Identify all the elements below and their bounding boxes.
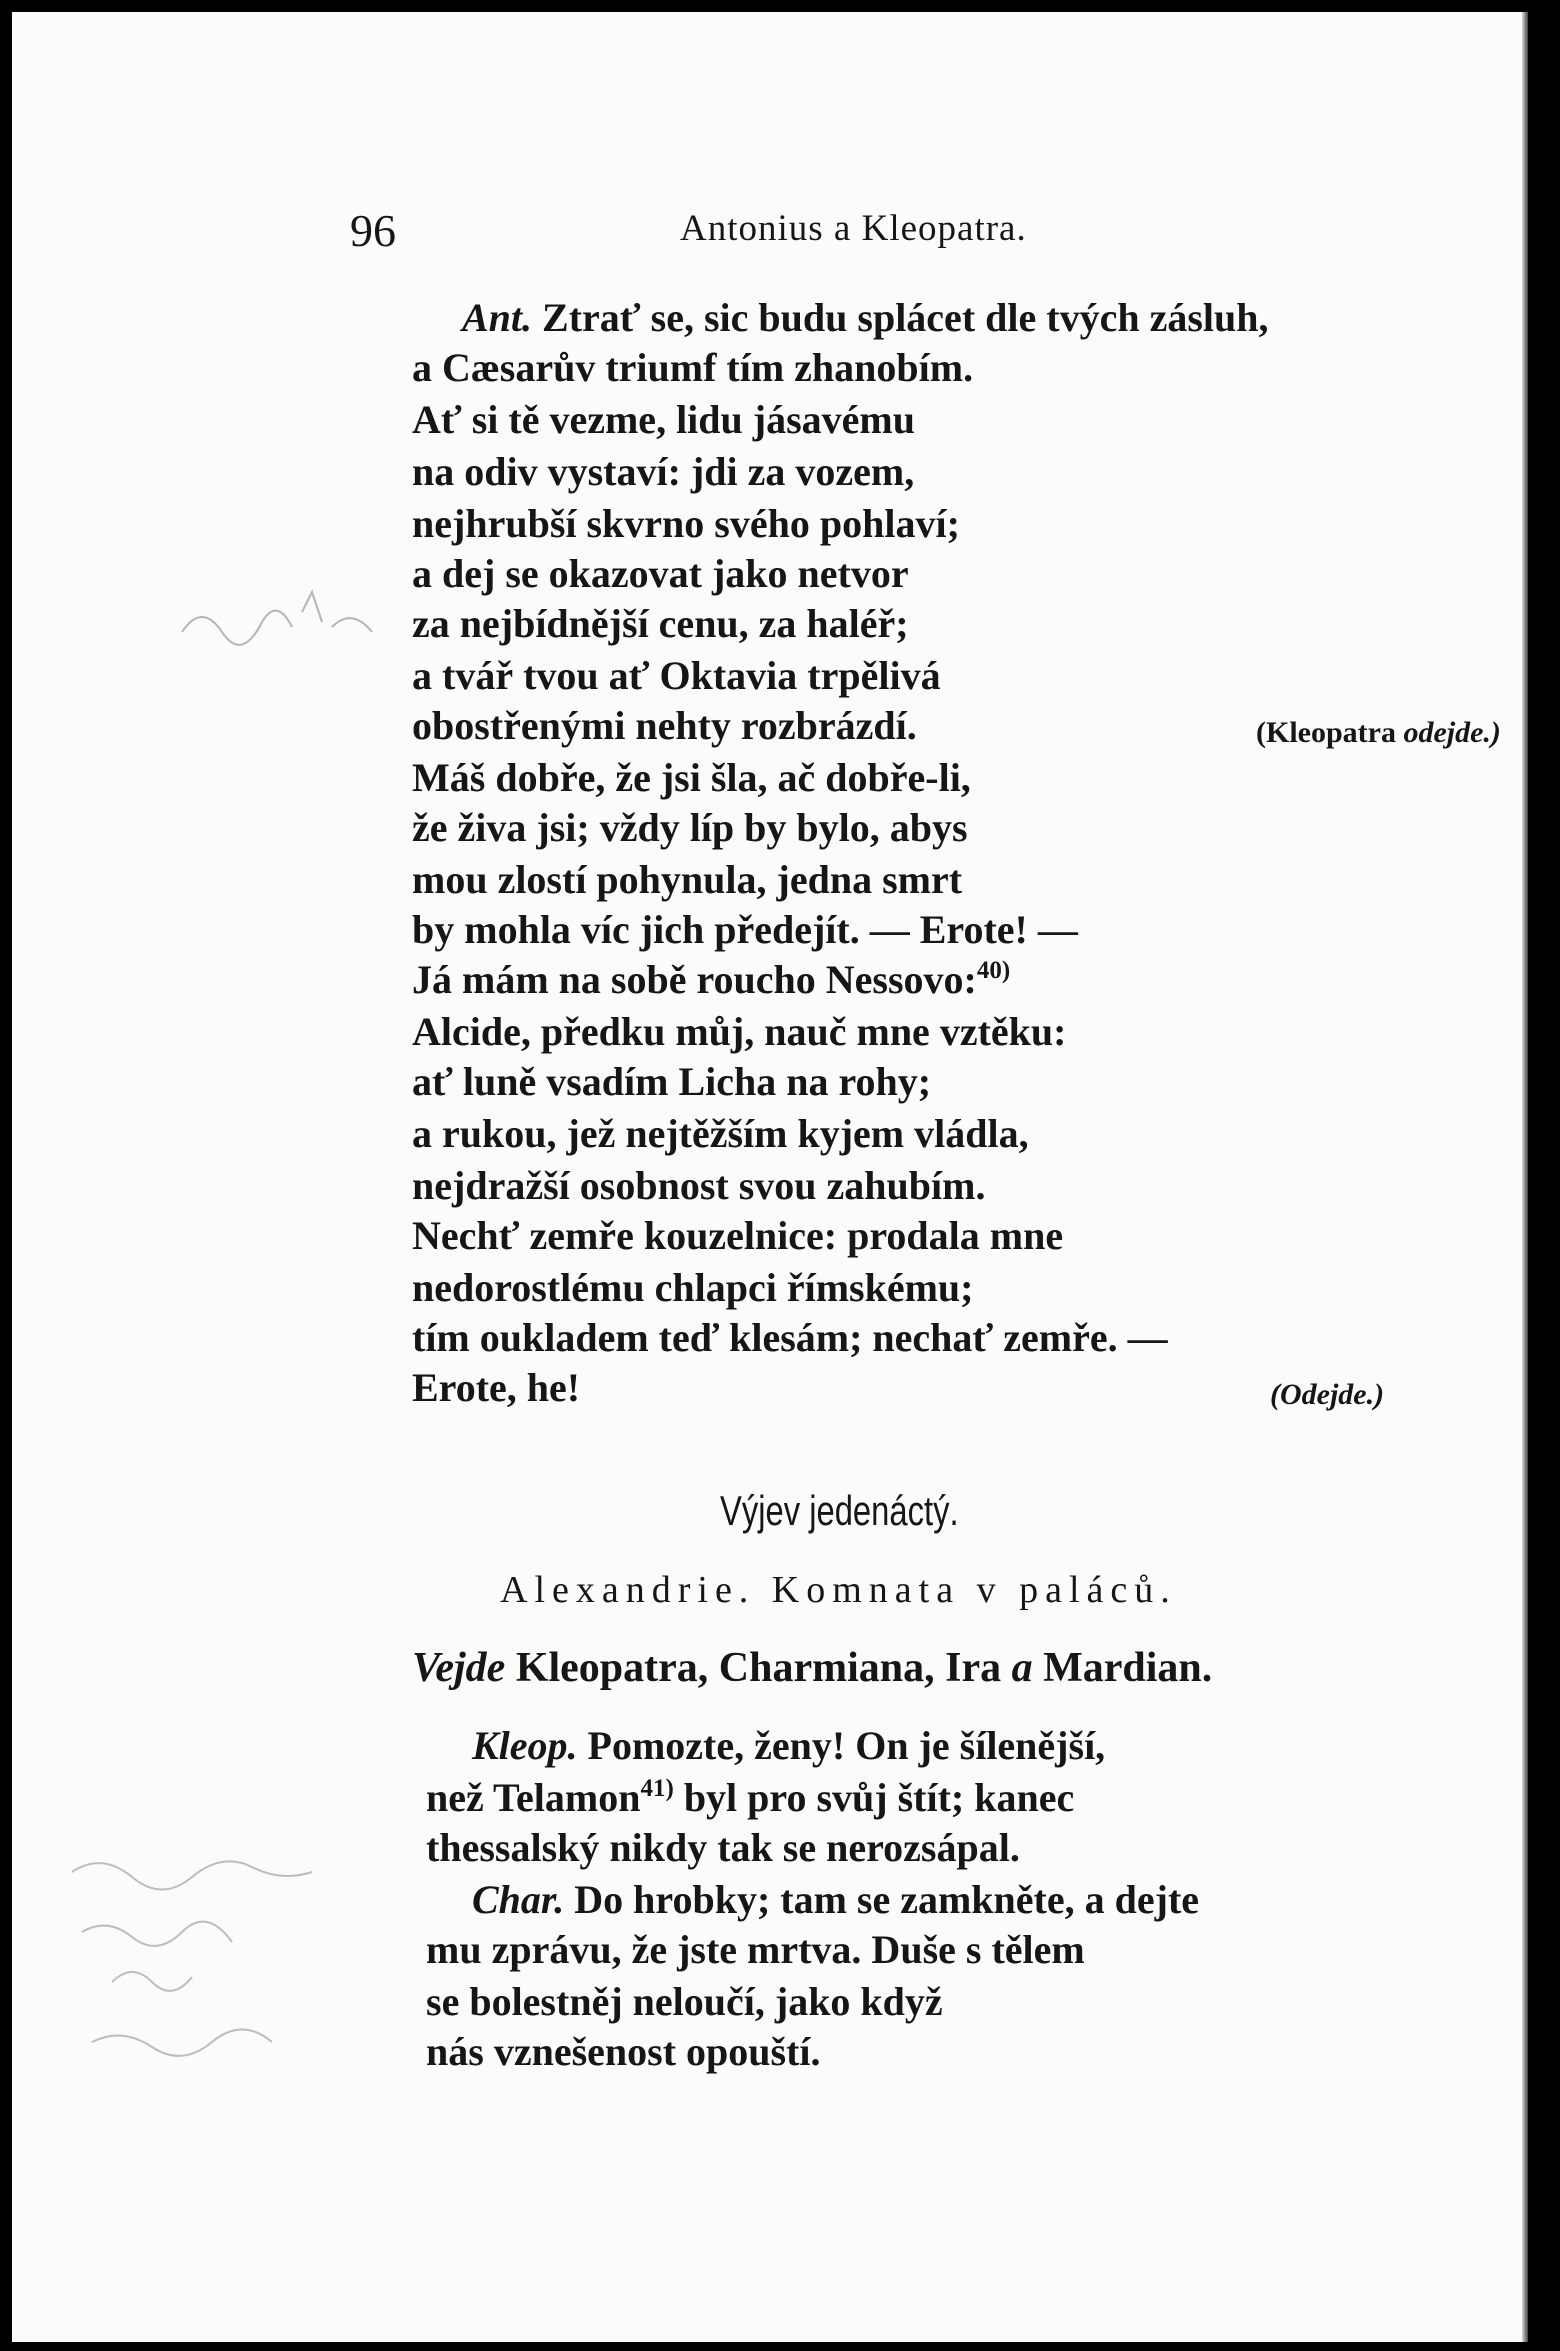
verse-line: a tvář tvou ať Oktavia trpělivá (412, 653, 941, 698)
verse-line: mou zlostí pohynula, jedna smrt (412, 857, 963, 902)
verse-line: se bolestněj neloučí, jako když (426, 1979, 943, 2024)
verse-line: na odiv vystaví: jdi za vozem, (412, 449, 915, 494)
verse-line: thessalský nikdy tak se nerozsápal. (426, 1825, 1020, 1870)
verse-line: nás vznešenost opouští. (426, 2029, 821, 2074)
page-number: 96 (350, 205, 396, 256)
verse-line: tím oukladem teď klesám; nechať zemře. — (412, 1315, 1168, 1360)
speaker-ant: Ant. (462, 295, 533, 340)
verse-line: Nechť zemře kouzelnice: prodala mne (412, 1213, 1064, 1258)
verse-line: a Cæsarův triumf tím zhanobím. (412, 345, 974, 390)
scene-location: Alexandrie. Komnata v paláců. (500, 1569, 1177, 1611)
verse-line: mu zprávu, že jste mrtva. Duše s tělem (426, 1927, 1085, 1972)
footnote-ref-40: 40) (976, 957, 1011, 984)
scene-title: Výjev jedenáctý. (720, 1487, 959, 1534)
pencil-marks-lower (52, 1842, 352, 2082)
book-page (12, 12, 1528, 2342)
speaker-char: Char. (472, 1877, 565, 1922)
verse-line: a rukou, jež nejtěžším kyjem vládla, (412, 1111, 1029, 1156)
verse-line: za nejbídnější cenu, za haléř; (412, 601, 909, 646)
speaker-kleop: Kleop. (472, 1723, 578, 1768)
verse-line: Máš dobře, že jsi šla, ač dobře-li, (412, 755, 971, 800)
footnote-ref-41: 41) (640, 1775, 674, 1802)
verse-line: nedorostlému chlapci římskému; (412, 1265, 974, 1310)
verse-line: Ant. Ztrať se, sic budu splácet dle tvých zásluh, (462, 295, 1269, 340)
verse-line: by mohla víc jich předejít. — Erote! — (412, 907, 1078, 952)
verse-line: nejdražší osobnost svou zahubím. (412, 1163, 986, 1208)
verse-line: než Telamon$^{41)}$ byl pro svůj štít; kanec (426, 1775, 1075, 1820)
verse-line: Erote, he! (412, 1365, 581, 1410)
pencil-marks-upper (172, 572, 392, 662)
verse-line: Alcide, předku můj, nauč mne vztěku: (412, 1009, 1067, 1054)
stage-direction-kleopatra-exit: (Kleopatra odejde.) (1256, 716, 1501, 749)
verse-line: obostřenými nehty rozbrázdí. (412, 703, 917, 748)
stage-direction-antony-exit: (Odejde.) (1270, 1378, 1385, 1411)
running-title: Antonius a Kleopatra. (680, 208, 1027, 249)
page-edge (1522, 12, 1528, 2342)
verse-line: Ať si tě vezme, lidu jásavému (412, 397, 915, 442)
scene-entrance: Vejde Kleopatra, Charmiana, Ira a Mardian. (412, 1645, 1213, 1691)
verse-line: a dej se okazovat jako netvor (412, 551, 909, 596)
verse-line: Já mám na sobě roucho Nessovo:$^{40)}$ (412, 957, 1011, 1002)
verse-line: ať luně vsadím Licha na rohy; (412, 1059, 932, 1104)
verse-line: nejhrubší skvrno svého pohlaví; (412, 501, 960, 546)
verse-line: Kleop. Pomozte, ženy! On je šílenější, (472, 1723, 1106, 1768)
verse-line: že živa jsi; vždy líp by bylo, abys (412, 805, 968, 850)
verse-line: Char. Do hrobky; tam se zamkněte, a dejte (472, 1877, 1200, 1922)
